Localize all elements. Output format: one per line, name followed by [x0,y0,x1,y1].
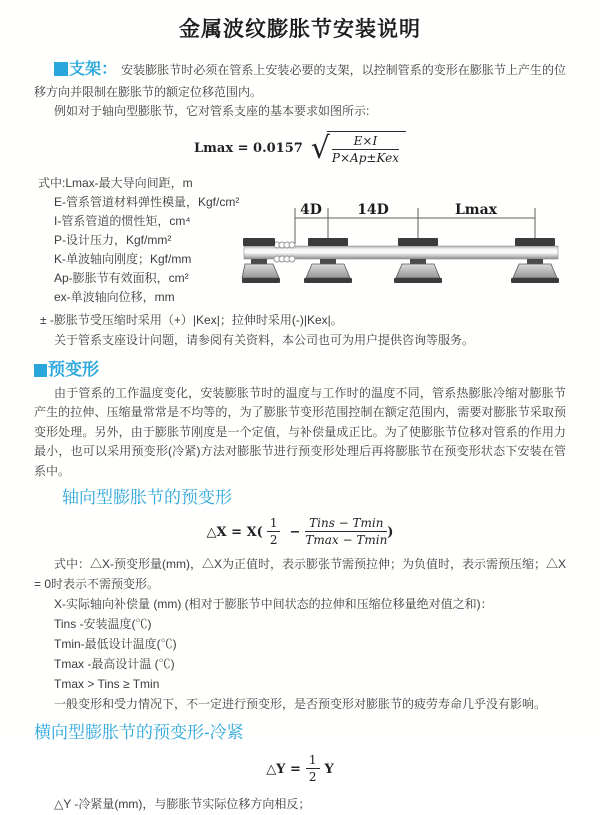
definition-line: E-管系管道材料弹性模量，Kgf/cm² [54,194,240,209]
axial-line: X-实际轴向补偿量 (mm) (相对于膨胀节中间状态的拉伸和压缩位移量绝对值之和)： [54,597,493,612]
axial-line: Tins -安装温度(℃) [54,617,152,632]
definition-line: I-管系管道的惯性矩，cm⁴ [54,213,191,228]
formula-dy-pre: △Y = [266,761,301,777]
dim-label-14d: 14D [357,201,389,218]
axial-line: Tmax > Tins ≥ Tmin [54,677,160,692]
definition-line: P-设计压力，Kgf/mm² [54,232,172,247]
support-intro-paragraph [34,57,566,102]
minus-operator: − [289,524,301,540]
definition-line: 式中:Lmax-最大导向间距，m [38,175,193,190]
support-intro-text: 安装膨胀节时必须在管系上安装必要的支架，以控制管系的变形在膨胀节上产生的位移方向并限制在膨胀节的额定位移范围内。 [34,63,566,99]
formula-dx-post: ) [387,524,394,540]
formula-dy-post: Y [324,761,334,777]
pipe-support-icon [511,238,559,283]
temperature-fraction [305,516,387,548]
definitions-and-diagram [34,174,566,310]
axial-line: Tmin-最低设计温度(℃) [54,637,177,652]
temp-numerator: Tins − Tmin [305,516,387,532]
formula-delta-y [34,753,566,785]
definition-line: ex-单波轴向位移，mm [54,289,175,304]
axial-definition-lines [34,555,566,714]
formula-lmax [34,131,566,166]
lateral-subheading: 横向型膨胀节的预变形-冷紧 [34,723,244,743]
half-numerator: 1 [267,516,281,532]
predeform-heading-label: 预变形 [48,359,99,379]
axial-subheading: 轴向型膨胀节的预变形 [62,488,232,508]
definition-line: Ap-膨胀节有效面积，cm² [54,270,189,285]
radical-sign-icon: √ [310,130,330,166]
axial-line: 式中：△X-预变形量(mm)，△X为正值时，表示膨张节需预拉伸；为负值时，表示需预压缩；△X = 0时表示不需预变形。 [34,557,566,591]
plus-minus-note: ± -膨胀节受压缩时采用（+）|Kex|；拉伸时采用(-)|Kex|。 [40,312,343,327]
half-denominator: 2 [308,770,317,785]
section-support-heading: 支架： [69,61,118,79]
page-title: 金属波纹膨胀节安装说明 [179,18,421,41]
predeform-paragraph: 由于管系的工作温度变化，安装膨胀节时的温度与工作时的温度不同，管系热膨胀冷缩对膨胀节产生的拉伸、压缩量常常是不均等的，为了膨胀节变形范围控制在额定范围内，需要对膨胀节采取预变形处理。另外，由于膨胀节刚度是一个定值，与补偿量成正比。为了使膨胀节位移对管系的作用力最小，也可以采用预变形(冷紧)方法对膨胀节进行预变形处理后再将膨胀节在预变形状态下安装在管系中。 [34,385,566,478]
section-predeform-heading [34,359,566,381]
formula-lmax-denominator: P×Ap±Kex [331,150,399,165]
formula-delta-x [34,516,566,548]
section-marker-icon [34,364,47,377]
pipe-support-diagram [242,200,600,298]
pipe-support-icon [304,238,352,283]
section-marker-icon [54,62,68,76]
support-example-line: 例如对于轴向型膨胀节，它对管系支座的基本要求如图所示: [54,104,370,119]
formula-dx-pre: △X = X( [206,524,263,540]
half-numerator: 1 [306,753,320,769]
formula-lmax-fraction [332,134,399,166]
half-denominator: 2 [269,533,278,548]
pipe-support-icon [394,238,442,283]
one-half-fraction [267,516,281,548]
temp-denominator: Tmax − Tmin [305,533,388,548]
dim-label-lmax: Lmax [454,201,498,218]
one-half-fraction [306,753,320,785]
definition-line: K-单波轴向刚度；Kgf/mm [54,251,192,266]
axial-line: Tmax -最高设计温 (℃) [54,657,175,672]
sqrt-radical [311,131,406,166]
dim-label-4d: 4D [300,201,322,218]
formula-lmax-numerator: E×I [332,134,399,150]
lateral-note: △Y -冷紧量(mm)，与膨胀节实际位移方向相反； [54,797,311,812]
axial-line: 一般变形和受力情况下，不一定进行预变形，是否预变形对膨胀节的疲劳寿命几乎没有影响。 [54,697,547,712]
service-note: 关于管系支座设计问题，请参阅有关资料，本公司也可为用户提供咨询等服务。 [54,332,475,347]
formula-lmax-lhs: Lmax = 0.0157 [194,140,303,156]
